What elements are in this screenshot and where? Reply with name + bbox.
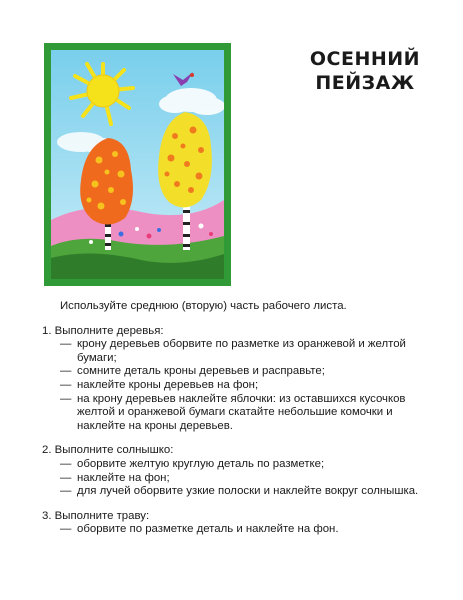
step-list bbox=[40, 338, 440, 433]
step-item: — для лучей оборвите узкие полоски и наклейте вокруг солнышка. bbox=[40, 485, 440, 499]
step-item: — оборвите по разметке деталь и наклейте на фон. bbox=[40, 523, 440, 537]
step-item: — крону деревьев оборвите по разметке из оранжевой и желтой бумаги; bbox=[40, 338, 440, 365]
task-trees bbox=[40, 325, 440, 434]
step-item: — наклейте на фон; bbox=[40, 472, 440, 486]
title-line-2: ПЕЙЗАЖ bbox=[315, 72, 415, 94]
title-line-1: ОСЕННИЙ bbox=[309, 48, 421, 70]
task-sun bbox=[40, 444, 440, 498]
page-title bbox=[300, 47, 430, 95]
step-item: — на крону деревьев наклейте яблочки: из оставшихся кусочков желтой и оранжевой бумаги скатайте небольшие комочки и наклейте на кроны деревьев. bbox=[40, 393, 440, 434]
step-item: — наклейте кроны деревьев на фон; bbox=[40, 379, 440, 393]
autumn-landscape-illustration bbox=[44, 43, 231, 286]
task-heading: 1. Выполните деревья: bbox=[42, 324, 164, 337]
task-heading: 2. Выполните солнышко: bbox=[42, 444, 174, 457]
step-list bbox=[40, 523, 440, 537]
intro-text: Используйте среднюю (вторую) часть рабочего листа. bbox=[60, 300, 347, 312]
task-heading: 3. Выполните траву: bbox=[42, 509, 150, 522]
task-grass bbox=[40, 510, 440, 537]
step-item: — сомните деталь кроны деревьев и расправьте; bbox=[40, 365, 440, 379]
landscape-picture bbox=[51, 50, 224, 279]
instructions bbox=[40, 300, 440, 537]
step-list bbox=[40, 458, 440, 499]
step-item: — оборвите желтую круглую деталь по разметке; bbox=[40, 458, 440, 472]
